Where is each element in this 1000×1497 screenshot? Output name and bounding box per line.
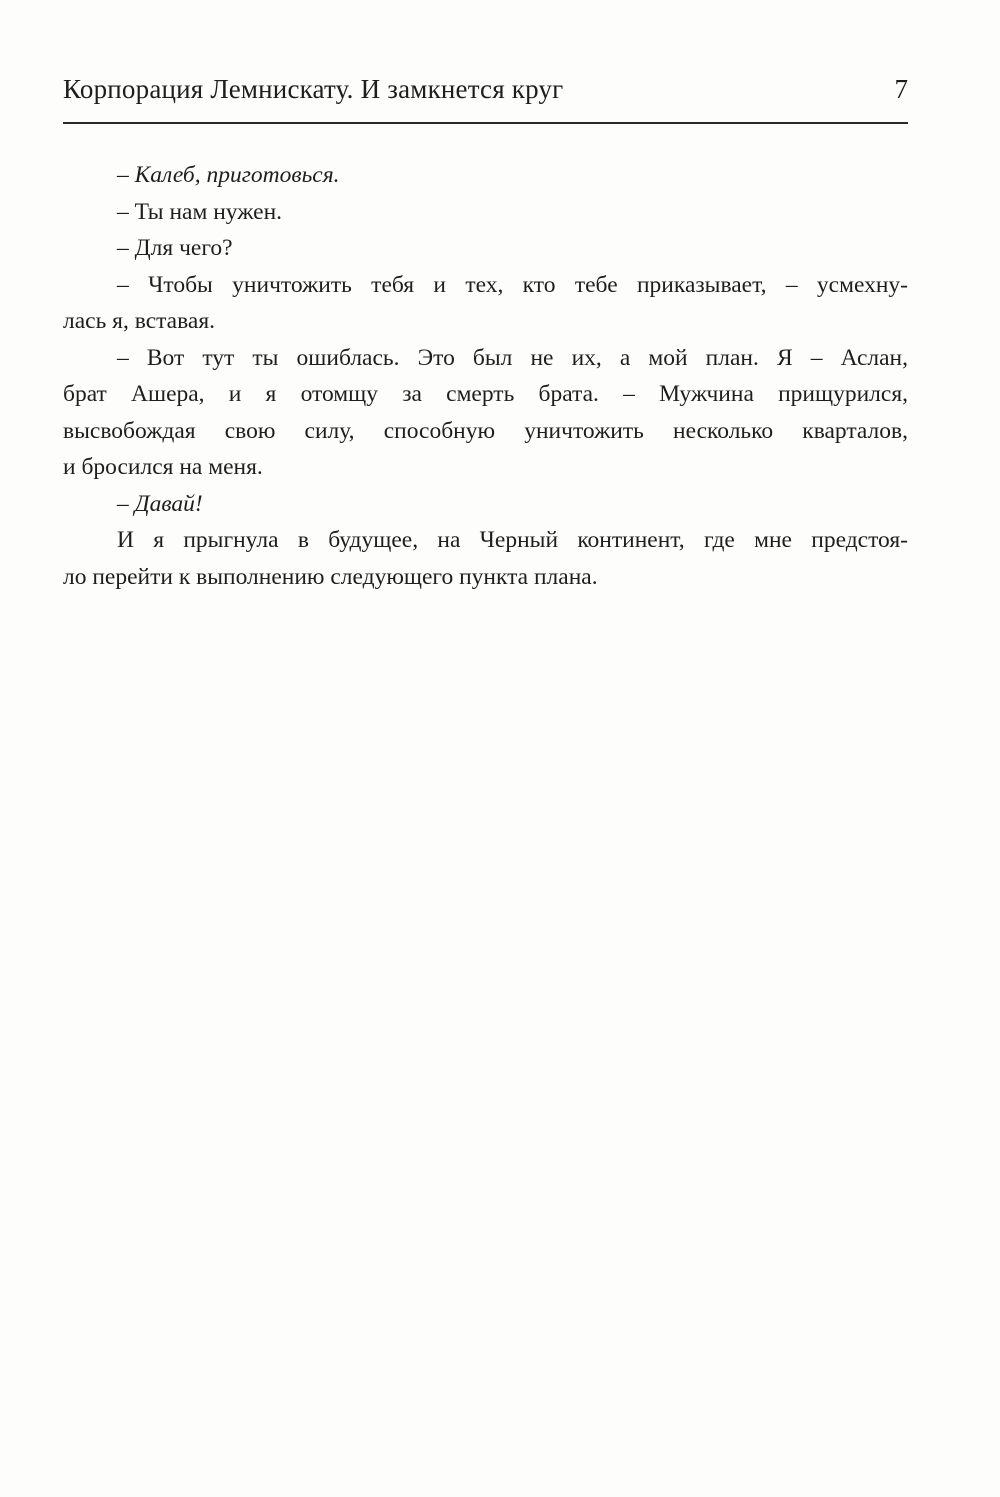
- page-number: 7: [894, 74, 908, 104]
- body-text: [63, 157, 908, 595]
- text-line: – Чтобы уничтожить тебя и тех, кто тебе приказывает, – усмехну-: [117, 271, 908, 298]
- text-line: брат Ашера, и я отомщу за смерть брата. – Мужчина прищурился,: [63, 381, 908, 407]
- text-line: ло перейти к выполнению следующего пункта плана.: [63, 563, 598, 590]
- text-line: высвобождая свою силу, способную уничтожить несколько кварталов,: [63, 417, 908, 444]
- text-line: – Для чего?: [117, 235, 233, 261]
- running-title: Корпорация Лемнискату. И замкнется круг: [63, 74, 564, 104]
- text-line: – Давай!: [117, 490, 203, 517]
- running-header: [63, 74, 908, 110]
- text-line: – Вот тут ты ошиблась. Это был не их, а мой план. Я – Аслан,: [117, 344, 908, 371]
- header-rule: [63, 122, 908, 124]
- text-line: и бросился на меня.: [63, 454, 263, 480]
- text-line: лась я, вставая.: [63, 308, 216, 334]
- text-line: И я прыгнула в будущее, на Черный континент, где мне предстоя-: [117, 527, 908, 553]
- text-line: – Ты нам нужен.: [117, 198, 283, 225]
- text-line: – Калеб, приготовься.: [117, 162, 340, 188]
